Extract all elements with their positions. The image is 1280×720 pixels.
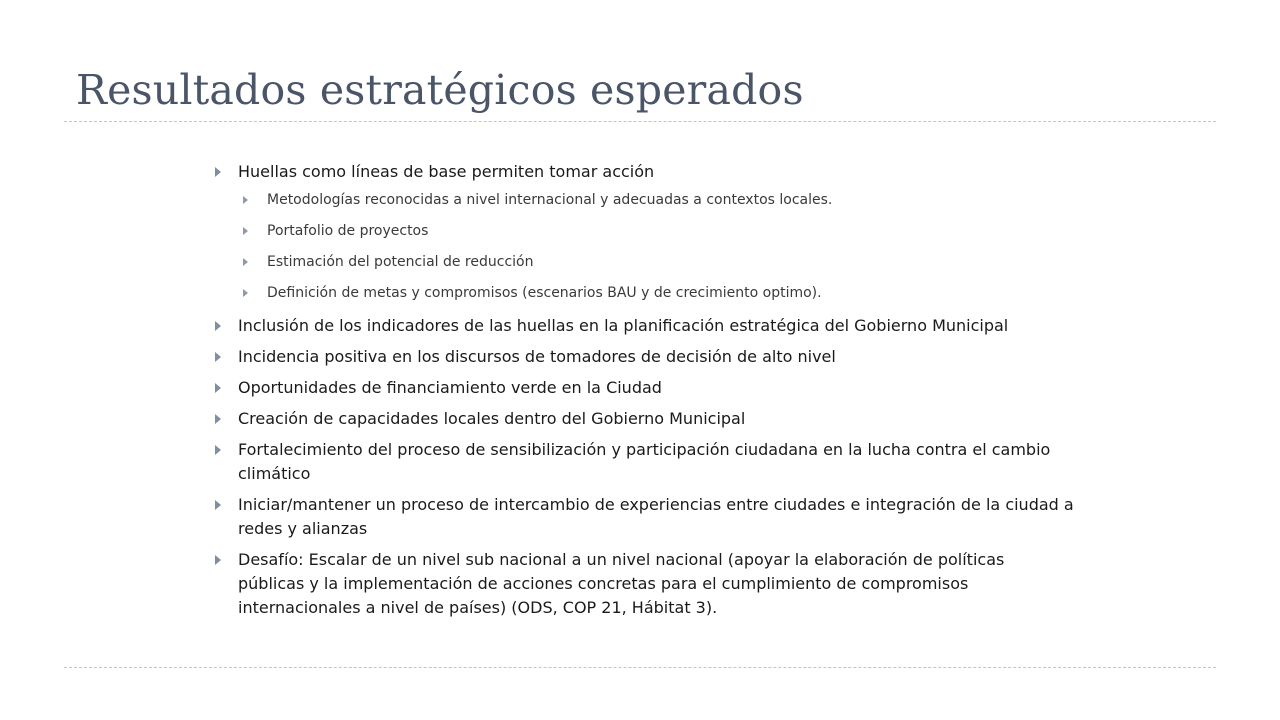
bullet-item [214, 493, 1074, 541]
triangle-bullet-icon [243, 196, 248, 204]
bullet-item [214, 314, 1074, 338]
triangle-bullet-icon [215, 555, 221, 565]
sub-bullet-item [242, 190, 1074, 210]
bullet-item [214, 548, 1074, 620]
bullet-item [214, 438, 1074, 486]
bullet-item [214, 345, 1074, 369]
triangle-bullet-icon [243, 289, 248, 297]
bullet-text: Fortalecimiento del proceso de sensibilización y participación ciudadana en la lucha contra el cambio climático [238, 440, 1051, 483]
sub-bullet-text: Estimación del potencial de reducción [267, 254, 534, 270]
triangle-bullet-icon [215, 321, 221, 331]
sub-bullet-text: Portafolio de proyectos [267, 223, 429, 239]
sub-bullet-item [242, 283, 1074, 303]
sub-bullet-text: Metodologías reconocidas a nivel internacional y adecuadas a contextos locales. [267, 192, 833, 208]
bullet-list [214, 160, 1074, 627]
triangle-bullet-icon [215, 383, 221, 393]
bullet-text: Oportunidades de financiamiento verde en la Ciudad [238, 378, 662, 397]
title-divider [64, 121, 1216, 122]
bullet-text: Iniciar/mantener un proceso de intercambio de experiencias entre ciudades e integración de la ciudad a redes y alianzas [238, 495, 1074, 538]
bullet-text: Desafío: Escalar de un nivel sub nacional a un nivel nacional (apoyar la elaboración de políticas públicas y la implementación de acciones concretas para el cumplimiento de compromisos internacionales a nivel de países) (ODS, COP 21, Hábitat 3). [238, 550, 1005, 617]
sub-bullet-item [242, 252, 1074, 272]
footer-divider [64, 667, 1216, 668]
triangle-bullet-icon [215, 414, 221, 424]
triangle-bullet-icon [215, 500, 221, 510]
bullet-text: Huellas como líneas de base permiten tomar acción [238, 162, 655, 181]
triangle-bullet-icon [215, 352, 221, 362]
bullet-item [214, 376, 1074, 400]
bullet-item [214, 160, 1074, 184]
sub-bullet-item [242, 221, 1074, 241]
triangle-bullet-icon [243, 258, 248, 266]
sub-bullet-text: Definición de metas y compromisos (escenarios BAU y de crecimiento optimo). [267, 285, 822, 301]
bullet-text: Inclusión de los indicadores de las huellas en la planificación estratégica del Gobierno Municipal [238, 316, 1009, 335]
triangle-bullet-icon [243, 227, 248, 235]
bullet-text: Incidencia positiva en los discursos de tomadores de decisión de alto nivel [238, 347, 836, 366]
triangle-bullet-icon [215, 445, 221, 455]
bullet-text: Creación de capacidades locales dentro del Gobierno Municipal [238, 409, 746, 428]
triangle-bullet-icon [215, 167, 221, 177]
slide-title: Resultados estratégicos esperados [76, 66, 804, 114]
bullet-item [214, 407, 1074, 431]
